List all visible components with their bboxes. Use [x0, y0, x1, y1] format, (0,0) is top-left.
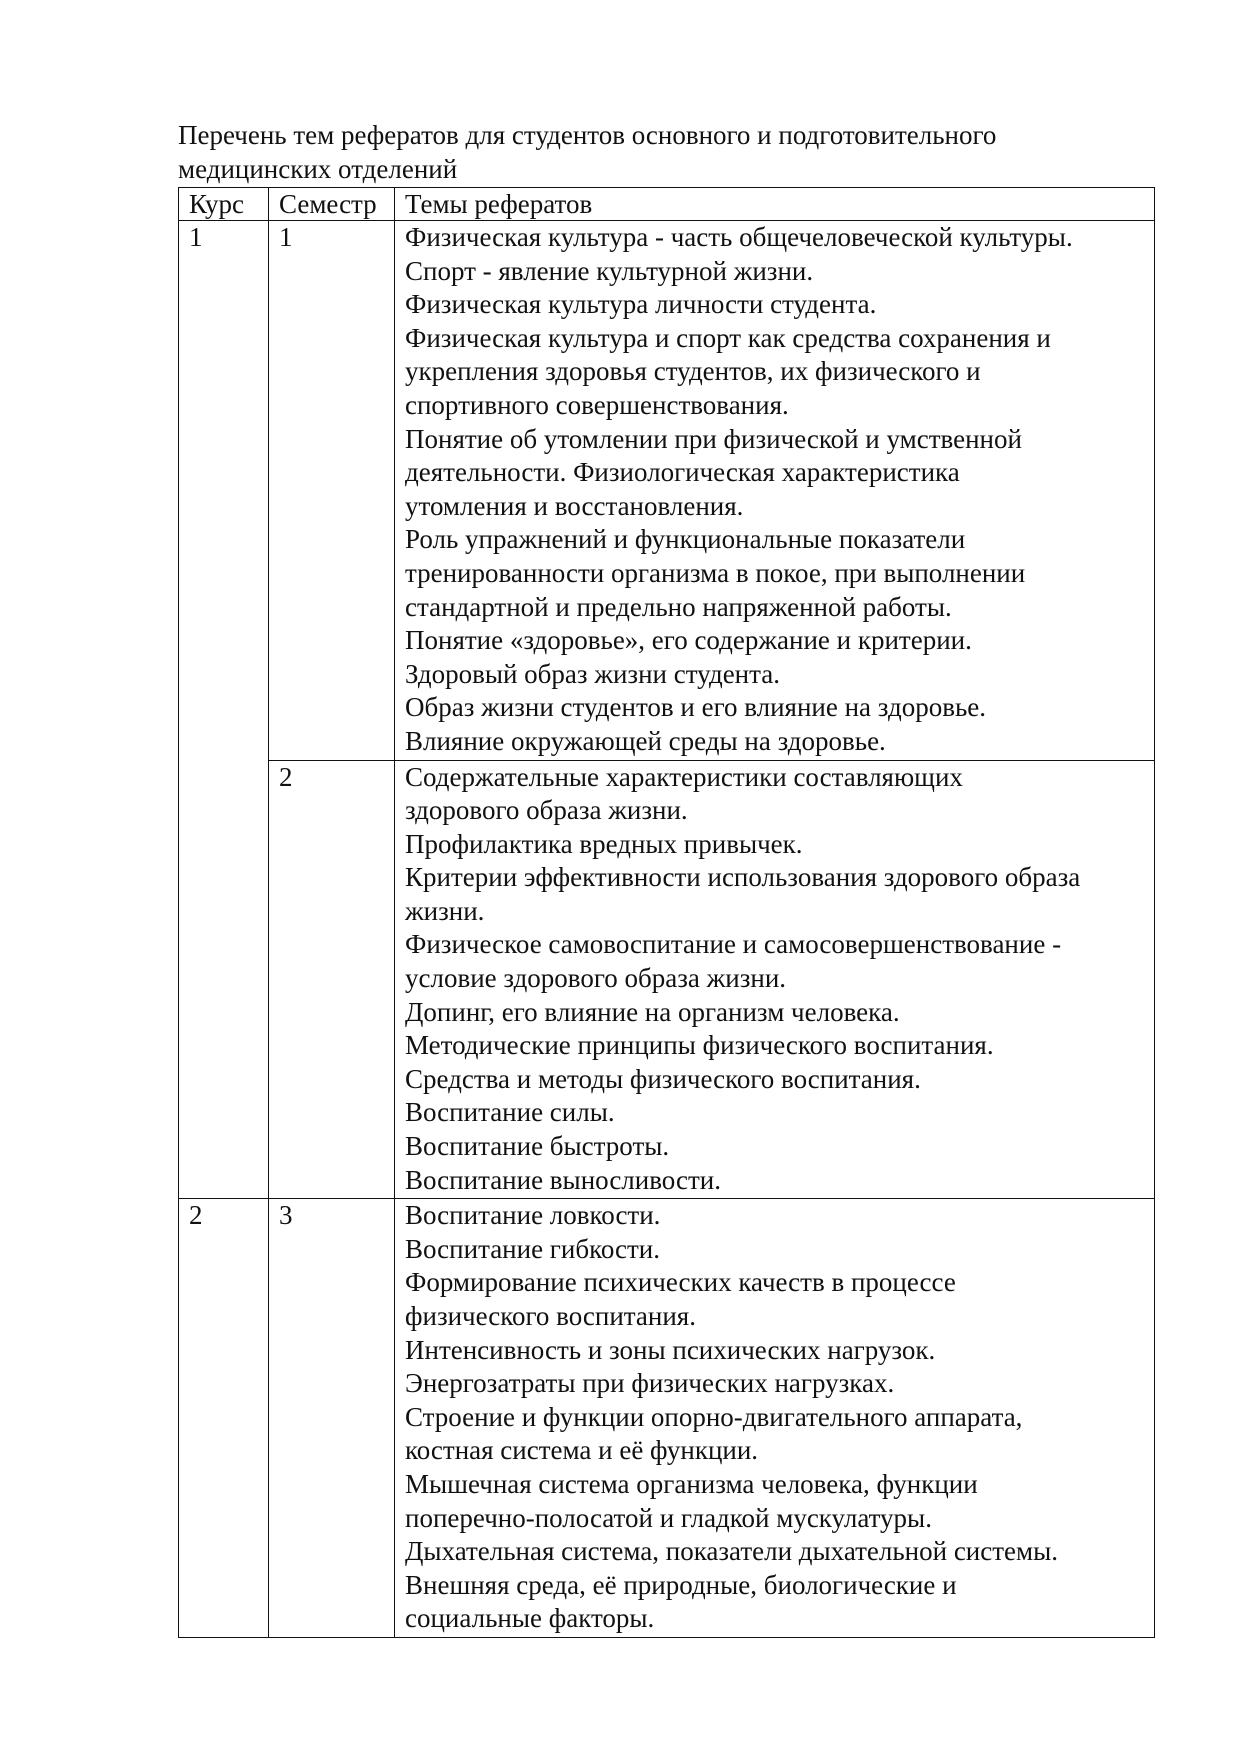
topics-cell: [395, 760, 1155, 1199]
topic-line: стандартной и предельно напряженной работы.: [405, 591, 952, 622]
topic-line: деятельности. Физиологическая характеристика: [405, 457, 960, 488]
table-row: [179, 1199, 1155, 1638]
topic-line: Понятие «здоровье», его содержание и критерии.: [405, 625, 972, 656]
topic-line: Спорт - явление культурной жизни.: [405, 255, 814, 286]
topics-cell: [395, 221, 1155, 761]
topic-line: утомления и восстановления.: [405, 490, 744, 521]
semester-cell: 1: [269, 221, 395, 761]
topic-line: Воспитание гибкости.: [405, 1233, 660, 1264]
topic-line: Дыхательная система, показатели дыхательной системы.: [405, 1536, 1058, 1567]
topic-line: жизни.: [405, 895, 485, 926]
table-row: [179, 760, 1155, 1199]
page-title: [178, 118, 1158, 186]
topic-line: Образ жизни студентов и его влияние на здоровье.: [405, 692, 986, 723]
course-cell: 1: [179, 221, 269, 1199]
topic-line: Воспитание выносливости.: [405, 1164, 721, 1195]
topic-line: Роль упражнений и функциональные показатели: [405, 524, 966, 555]
table-header-row: [179, 188, 1155, 221]
topic-line: Строение и функции опорно-двигательного аппарата,: [405, 1401, 1023, 1432]
topic-line: Критерии эффективности использования здорового образа: [405, 862, 1081, 893]
topic-line: тренированности организма в покое, при выполнении: [405, 557, 1026, 588]
topic-line: Понятие об утомлении при физической и умственной: [405, 423, 1022, 454]
semester-cell: 3: [269, 1199, 395, 1638]
topic-line: Содержательные характеристики составляющих: [405, 761, 963, 792]
topic-line: Внешняя среда, её природные, биологические и: [405, 1569, 957, 1600]
topic-line: Методические принципы физического воспитания.: [405, 1030, 994, 1061]
course-cell: 2: [179, 1199, 269, 1638]
topic-line: Физическая культура и спорт как средства сохранения и: [405, 322, 1051, 353]
topic-line: Влияние окружающей среды на здоровье.: [405, 725, 886, 756]
topic-line: Средства и методы физического воспитания.: [405, 1063, 921, 1094]
header-course: Курс: [179, 188, 269, 221]
topic-line: здорового образа жизни.: [405, 795, 688, 826]
topic-line: Физическое самовоспитание и самосовершенствование -: [405, 929, 1062, 960]
topic-line: поперечно-полосатой и гладкой мускулатуры.: [405, 1502, 932, 1533]
topic-line: Физическая культура личности студента.: [405, 289, 877, 320]
topic-line: костная система и её функции.: [405, 1435, 759, 1466]
topic-line: физического воспитания.: [405, 1301, 696, 1331]
topic-line: Формирование психических качеств в процессе: [405, 1267, 956, 1298]
topic-line: Здоровый образ жизни студента.: [405, 658, 780, 689]
table-row: [179, 221, 1155, 761]
topic-line: Допинг, его влияние на организм человека.: [405, 996, 900, 1027]
topic-line: спортивного совершенствования.: [405, 389, 789, 420]
topic-line: Воспитание быстроты.: [405, 1131, 670, 1162]
header-semester: Семестр: [269, 188, 395, 221]
topic-line: Интенсивность и зоны психических нагрузок.: [405, 1334, 936, 1365]
topics-cell: [395, 1199, 1155, 1638]
title-line-1: Перечень тем рефератов для студентов основного и подготовительного: [178, 120, 997, 150]
topic-line: Физическая культура - часть общечеловеческой культуры.: [405, 222, 1073, 252]
topic-line: Мышечная система организма человека, функции: [405, 1468, 978, 1499]
topic-line: Энергозатраты при физических нагрузках.: [405, 1368, 895, 1399]
topic-line: социальные факторы.: [405, 1603, 655, 1634]
topic-line: условие здорового образа жизни.: [405, 963, 787, 994]
header-topics: Темы рефератов: [395, 188, 1155, 221]
title-line-2: медицинских отделений: [178, 154, 458, 184]
topic-line: укрепления здоровья студентов, их физического и: [405, 356, 981, 387]
topic-line: Профилактика вредных привычек.: [405, 828, 803, 859]
topics-table: [178, 187, 1155, 1638]
topic-line: Воспитание силы.: [405, 1097, 615, 1128]
semester-cell: 2: [269, 760, 395, 1199]
topic-line: Воспитание ловкости.: [405, 1200, 661, 1231]
